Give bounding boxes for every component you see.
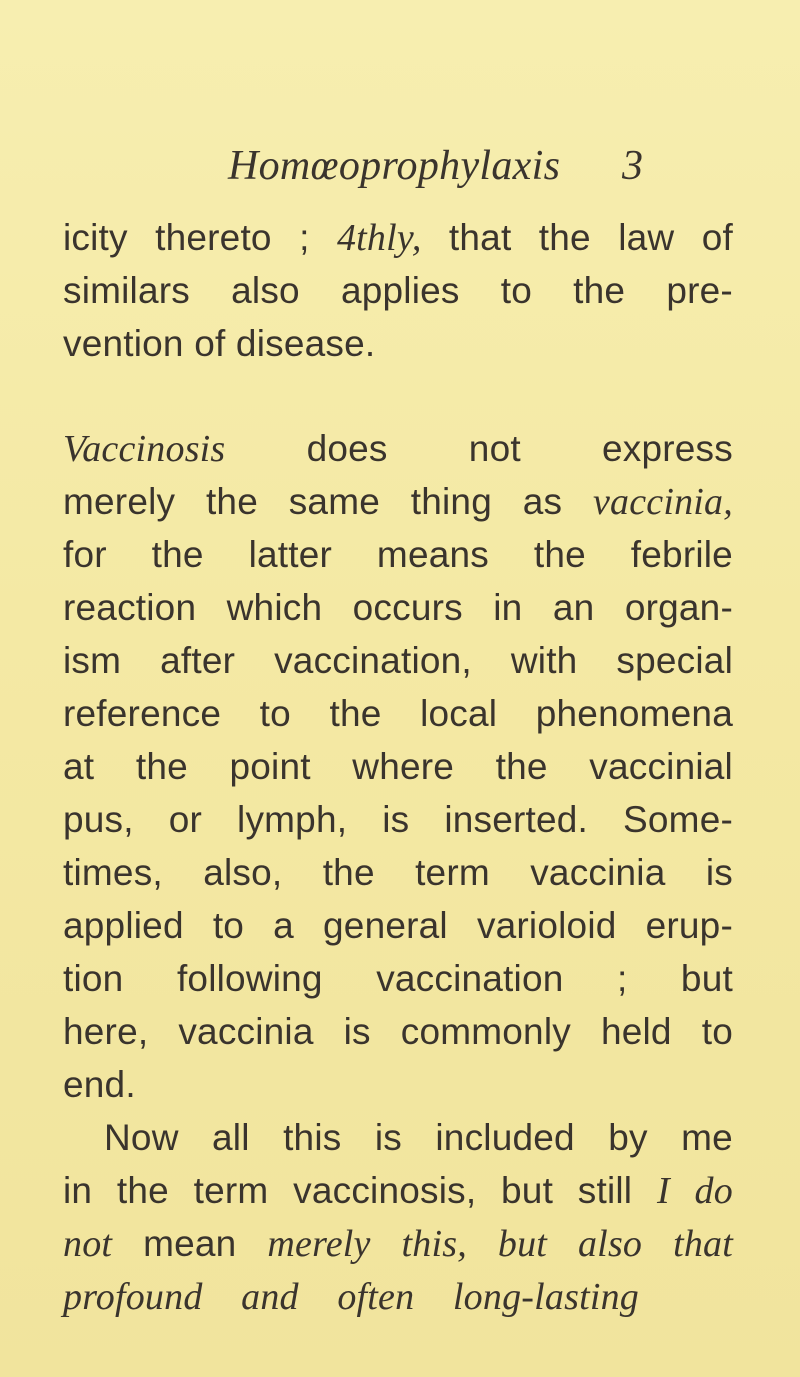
word: thereto [155, 217, 272, 258]
word: merely [63, 481, 176, 522]
word: tion [63, 958, 124, 999]
text-line-15 [63, 1006, 733, 1058]
word-italic: I [656, 1170, 670, 1212]
word-italic: do [694, 1170, 733, 1212]
word: local [420, 693, 498, 734]
word: but [501, 1170, 554, 1211]
word-italic: Vaccinosis [63, 428, 226, 470]
text-line-18 [63, 1165, 733, 1217]
word: means [376, 534, 489, 575]
word: not [468, 428, 521, 469]
word: special [616, 640, 733, 681]
word-italic: that [673, 1223, 733, 1265]
text-line-20 [63, 1271, 639, 1323]
word: does [306, 428, 388, 469]
word: inserted. [444, 799, 589, 840]
word: here, [63, 1011, 149, 1052]
word: occurs [352, 587, 463, 628]
word: the [116, 1170, 169, 1211]
word: commonly [400, 1011, 571, 1052]
text-line-12 [63, 847, 733, 899]
word: me [681, 1117, 733, 1158]
word: the [538, 217, 591, 258]
text-line-2 [63, 265, 733, 317]
text-line-3: vention of disease. [63, 323, 376, 364]
word: term [415, 852, 490, 893]
text-line-6 [63, 529, 733, 581]
word: in [493, 587, 523, 628]
word: held [600, 1011, 672, 1052]
word: vaccination [376, 958, 564, 999]
word: icity [63, 217, 128, 258]
word: is [705, 852, 733, 893]
word: as [522, 481, 563, 522]
word: febrile [630, 534, 733, 575]
text-line-1 [63, 212, 733, 264]
text-line-5 [63, 476, 733, 528]
text-line-14 [63, 953, 733, 1005]
word: Some- [623, 799, 733, 840]
word: the [135, 746, 188, 787]
word-italic: and [241, 1276, 299, 1318]
word: similars [63, 270, 190, 311]
word-italic: but [497, 1223, 548, 1265]
word: applied [63, 905, 184, 946]
word: law [618, 217, 675, 258]
word: also, [203, 852, 283, 893]
word: the [205, 481, 258, 522]
word: latter [248, 534, 333, 575]
word: is [343, 1011, 371, 1052]
word: vaccination, [274, 640, 472, 681]
word: all [212, 1117, 250, 1158]
word: general [323, 905, 448, 946]
word: lymph, [237, 799, 348, 840]
word: vaccinial [589, 746, 733, 787]
word: that [448, 217, 512, 258]
word: for [63, 534, 107, 575]
word: vaccinia [530, 852, 666, 893]
word: erup- [645, 905, 733, 946]
word: where [352, 746, 455, 787]
word: but [680, 958, 733, 999]
page-number: 3 [622, 143, 643, 189]
word-italic: long-lasting [452, 1276, 639, 1318]
word: the [495, 746, 548, 787]
word-italic: 4thly, [336, 217, 422, 259]
word: organ- [624, 587, 733, 628]
word-italic: often [337, 1276, 415, 1318]
word: times, [63, 852, 163, 893]
text-line-13 [63, 900, 733, 952]
word: same [288, 481, 381, 522]
word: the [151, 534, 204, 575]
word: to [500, 270, 533, 311]
running-head-title: Homœoprophylaxis [228, 143, 561, 189]
word: the [322, 852, 375, 893]
word: ; [616, 958, 628, 999]
word: pre- [666, 270, 733, 311]
word-italic: also [577, 1223, 643, 1265]
word-italic: this, [401, 1223, 467, 1265]
word: included [435, 1117, 575, 1158]
word: the [329, 693, 382, 734]
word: of [701, 217, 733, 258]
word: the [533, 534, 586, 575]
word: to [212, 905, 245, 946]
word: varioloid [476, 905, 617, 946]
word: ; [299, 217, 310, 258]
word: still [577, 1170, 633, 1211]
word: at [63, 746, 95, 787]
word: is [374, 1117, 402, 1158]
word: a [273, 905, 294, 946]
word: also [231, 270, 300, 311]
word: reaction [63, 587, 197, 628]
word: following [176, 958, 323, 999]
word: thing [410, 481, 492, 522]
word: in [63, 1170, 93, 1211]
word: ism [63, 640, 122, 681]
word: is [382, 799, 410, 840]
word: Now [104, 1117, 179, 1158]
text-line-9 [63, 688, 733, 740]
word: mean [143, 1223, 237, 1264]
word-italic: vaccinia, [592, 481, 733, 523]
word: vaccinosis, [293, 1170, 477, 1211]
word: term [193, 1170, 269, 1211]
text-line-11 [63, 794, 733, 846]
text-line-7 [63, 582, 733, 634]
word: point [229, 746, 311, 787]
word: to [259, 693, 291, 734]
word: reference [63, 693, 222, 734]
word: applies [340, 270, 460, 311]
text-line-19 [63, 1218, 733, 1270]
word: the [573, 270, 626, 311]
word: pus, [63, 799, 134, 840]
word-italic: not [63, 1223, 113, 1265]
text-line-4 [63, 423, 733, 475]
text-line-17 [104, 1112, 733, 1164]
word: with [510, 640, 578, 681]
word: phenomena [535, 693, 733, 734]
word: which [226, 587, 323, 628]
word: or [168, 799, 203, 840]
text-line-8 [63, 635, 733, 687]
word: an [552, 587, 595, 628]
word-italic: profound [63, 1276, 203, 1318]
word: vaccinia [178, 1011, 314, 1052]
word: after [160, 640, 236, 681]
word: to [701, 1011, 733, 1052]
word: this [283, 1117, 342, 1158]
word: by [608, 1117, 648, 1158]
word-italic: merely [267, 1223, 371, 1265]
text-line-16: end. [63, 1064, 136, 1105]
text-line-10 [63, 741, 733, 793]
word: express [602, 428, 733, 469]
